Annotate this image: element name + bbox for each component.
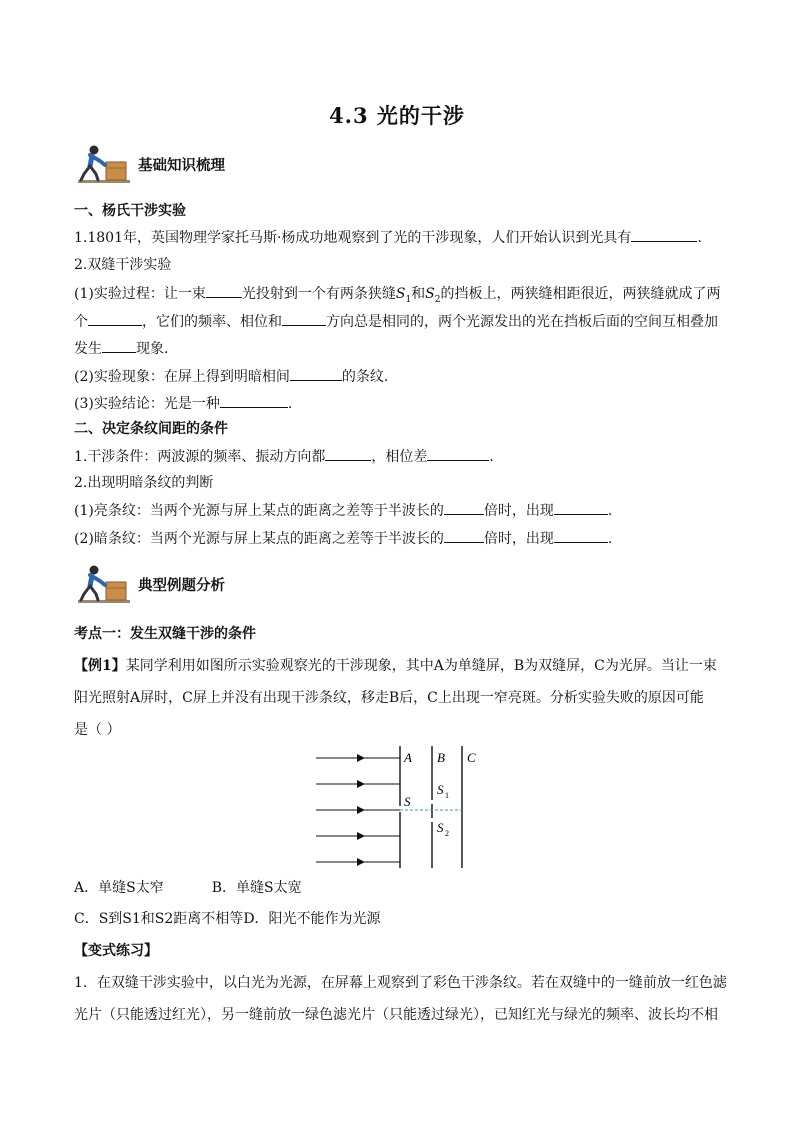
- paragraph-10: (1)亮条纹：当两个光源与屏上某点的距离之差等于半波长的 倍时，出现 .: [74, 500, 612, 521]
- pushing-box-icon: [78, 144, 130, 186]
- fill-blank[interactable]: [444, 528, 484, 543]
- section-label-examples: 典型例题分析: [138, 577, 225, 594]
- fill-blank[interactable]: [427, 446, 489, 461]
- paragraph-2: 2.双缝干涉实验: [74, 257, 172, 273]
- fill-blank[interactable]: [220, 393, 288, 408]
- option-b[interactable]: B．单缝S太宽: [211, 880, 302, 896]
- paragraph-6: (2)实验现象：在屏上得到明暗相间 的条纹.: [74, 366, 388, 387]
- double-slit-diagram: [310, 742, 490, 878]
- practice-line-2: 光片（只能透过红光），另一缝前放一绿色滤光片（只能透过绿光），已知红光与绿光的频率、波长均不相: [74, 1007, 718, 1023]
- example-line-3: 是（ ）: [74, 722, 121, 738]
- fill-blank[interactable]: [554, 528, 608, 543]
- fill-blank[interactable]: [102, 338, 136, 353]
- practice-line-1: 1．在双缝干涉实验中，以白光为光源，在屏幕上观察到了彩色干涉条纹。若在双缝中的一缝前放一红色滤: [74, 975, 727, 991]
- label-screen-b: B: [437, 750, 445, 765]
- paragraph-7: (3)实验结论：光是一种 .: [74, 393, 292, 414]
- fill-blank[interactable]: [206, 283, 242, 298]
- paragraph-4: 个 ，它们的频率、相位和 方向总是相同的，两个光源发出的光在挡板后面的空间互相叠加: [74, 311, 718, 332]
- paragraph-9: 2.出现明暗条纹的判断: [74, 475, 214, 491]
- fill-blank[interactable]: [631, 227, 697, 242]
- label-slit-s1: S: [437, 782, 444, 797]
- fill-blank[interactable]: [282, 311, 326, 326]
- label-slit-s: S: [404, 794, 411, 809]
- label-screen-a: A: [404, 750, 412, 765]
- section-header-examples: [78, 566, 225, 606]
- fill-blank[interactable]: [554, 500, 608, 515]
- fill-blank[interactable]: [444, 500, 484, 515]
- option-d[interactable]: D．阳光不能作为光源: [243, 911, 381, 927]
- fill-blank[interactable]: [290, 366, 342, 381]
- heading-point-one: 考点一：发生双缝干涉的条件: [74, 626, 256, 642]
- label-screen-c: C: [467, 750, 476, 765]
- options-row-1: [74, 878, 302, 898]
- pushing-box-icon: [78, 564, 130, 606]
- heading-practice: 【变式练习】: [74, 943, 158, 959]
- paragraph-11: (2)暗条纹：当两个光源与屏上某点的距离之差等于半波长的 倍时，出现 .: [74, 528, 612, 549]
- paragraph-8: 1.干涉条件：两波源的频率、振动方向都 ，相位差 .: [74, 446, 494, 467]
- option-a[interactable]: A．单缝S太窄: [74, 880, 164, 896]
- label-slit-s2: S: [437, 820, 444, 835]
- label-slit-s1-sub: 1: [445, 791, 449, 800]
- heading-young-experiment: 一、杨氏干涉实验: [74, 203, 186, 219]
- option-c[interactable]: C．S到S1和S2距离不相等: [74, 911, 244, 927]
- example-line-2: 阳光照射A屏时，C屏上并没有出现干涉条纹，移走B后，C上出现一窄亮斑。分析实验失败的原因可能: [74, 690, 704, 706]
- paragraph-5: 发生 现象.: [74, 338, 168, 359]
- example-line-1: 【例1】某同学利用如图所示实验观察光的干涉现象，其中A为单缝屏，B为双缝屏，C为光屏。当让一束: [74, 658, 717, 674]
- section-header-basics: [78, 146, 225, 186]
- heading-fringe-spacing: 二、决定条纹间距的条件: [74, 421, 228, 437]
- label-slit-s2-sub: 2: [445, 829, 449, 838]
- paragraph-1: 1.1801年，英国物理学家托马斯·杨成功地观察到了光的干涉现象，人们开始认识到光具有 .: [74, 227, 702, 248]
- fill-blank[interactable]: [88, 311, 142, 326]
- fill-blank[interactable]: [325, 446, 371, 461]
- paragraph-3: (1)实验过程：让一束 光投射到一个有两条狭缝$S_1$和$S_2$的挡板上，两狭缝相距很近，两狭缝就成了两: [74, 283, 721, 310]
- options-row-2: [74, 909, 381, 929]
- page-title: 4.3 光的干涉: [329, 103, 465, 128]
- section-label-basics: 基础知识梳理: [138, 157, 225, 174]
